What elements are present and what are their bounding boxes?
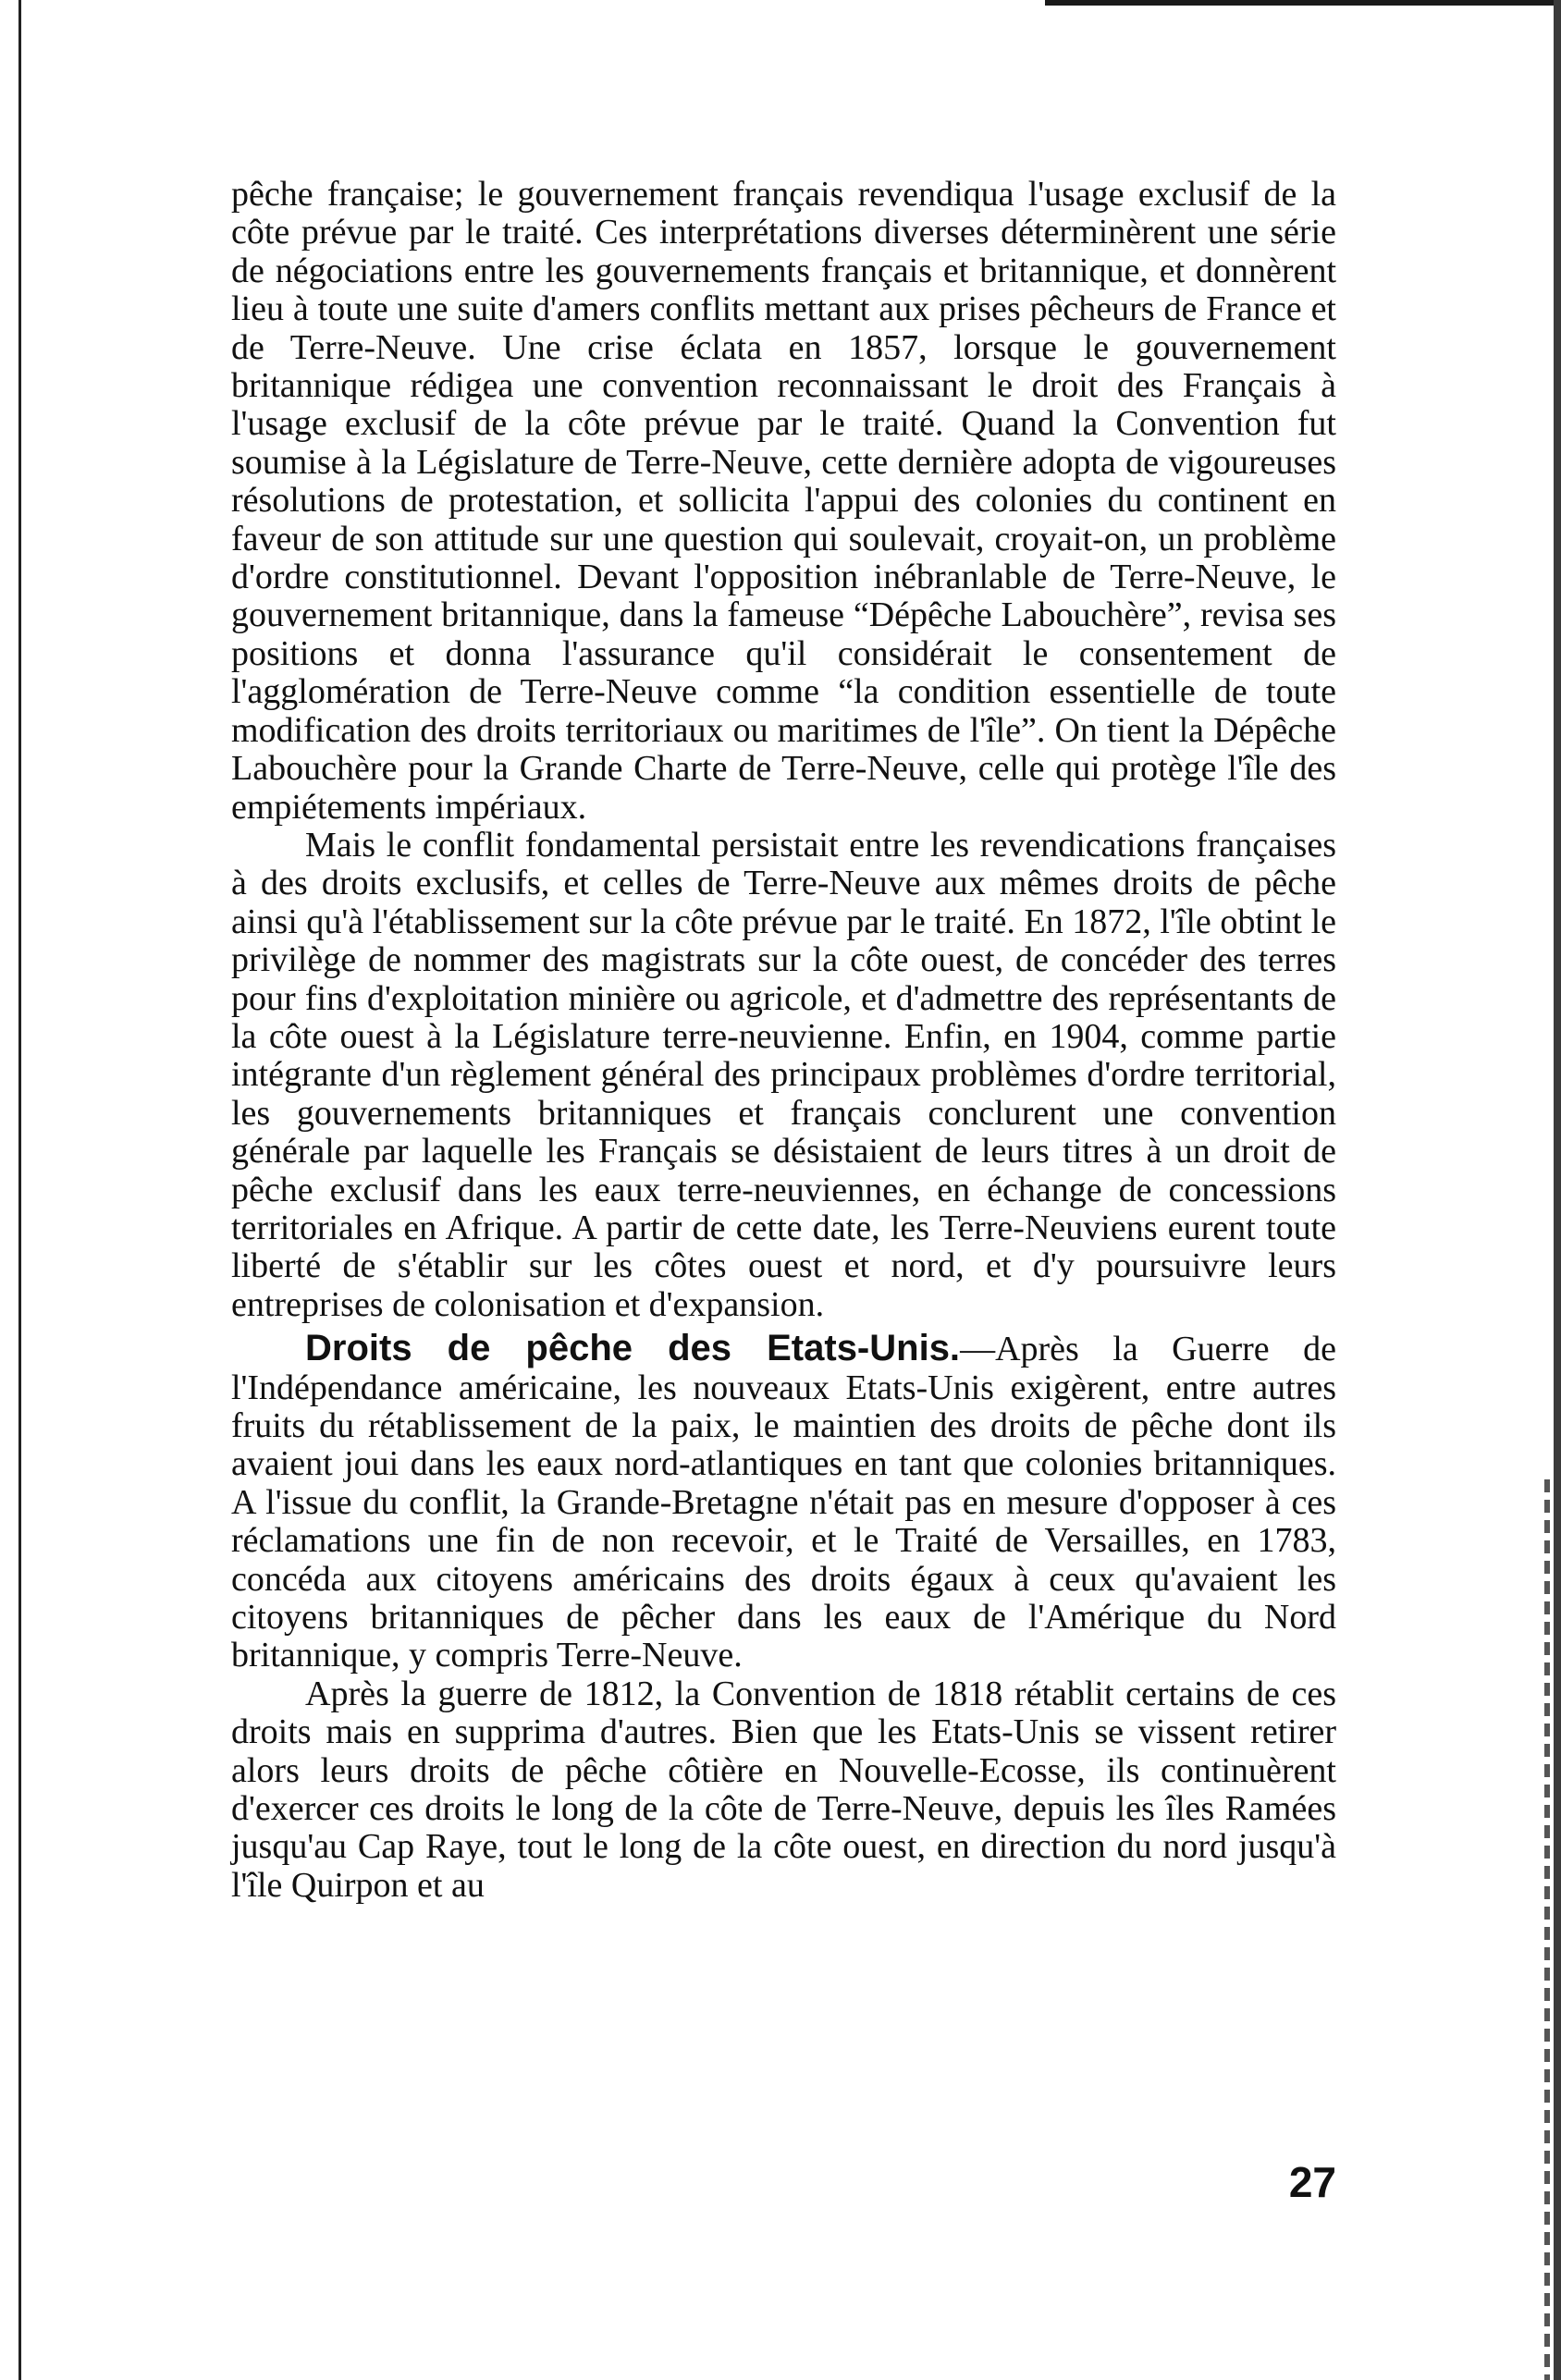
- paragraph-1: pêche française; le gouvernement français revendiqua l'usage exclusif de la côte prévue par le traité. Ces interprétations diverses déterminèrent une série de négociations entre les gouvernements français et britannique, et donnèrent lieu à toute une suite d'amers conflits mettant aux prises pêcheurs de France et de Terre-Neuve. Une crise éclata en 1857, lorsque le gouvernement britannique rédigea une convention reconnaissant le droit des Français à l'usage exclusif de la côte prévue par le traité. Quand la Convention fut soumise à la Législature de Terre-Neuve, cette dernière adopta de vigoureuses résolutions de protestation, et sollicita l'appui des colonies du continent en faveur de son attitude sur une question qui soulevait, croyait-on, un problème d'ordre constitutionnel. Devant l'opposition inébranlable de Terre-Neuve, le gouvernement britannique, dans la fameuse “Dépêche Labouchère”, revisa ses positions et donna l'assurance qu'il considérait le consentement de l'agglomération de Terre-Neuve comme “la condition essentielle de toute modification des droits territoriaux ou maritimes de l'île”. On tient la Dépêche Labouchère pour la Grande Charte de Terre-Neuve, celle qui protège l'île des empiétements impériaux.: [231, 175, 1336, 827]
- page-right-edge: [1554, 0, 1561, 2380]
- page-left-edge: [18, 0, 21, 2380]
- page-body: [231, 176, 1336, 1905]
- page-right-edge-binding: [1544, 1479, 1550, 2380]
- section-heading: Droits de pêche des Etats-Unis.: [305, 1328, 961, 1369]
- paragraph-4: Après la guerre de 1812, la Convention de 1818 rétablit certains de ces droits mais en supprima d'autres. Bien que les Etats-Unis se vissent retirer alors leurs droits de pêche côtière en Nouvelle-Ecosse, ils continuèrent d'exercer ces droits le long de la côte de Terre-Neuve, depuis les îles Ramées jusqu'au Cap Raye, tout le long de la côte ouest, en direction du nord jusqu'à l'île Quirpon et au: [231, 1674, 1336, 1905]
- paragraph-3: [231, 1330, 1336, 1675]
- page-top-edge: [1045, 0, 1561, 6]
- page-number: 27: [1288, 2158, 1336, 2206]
- paragraph-2: Mais le conflit fondamental persistait entre les revendications françaises à des droits exclusifs, et celles de Terre-Neuve aux mêmes droits de pêche ainsi qu'à l'établissement sur la côte prévue par le traité. En 1872, l'île obtint le privilège de nommer des magistrats sur la côte ouest, de concéder des terres pour fins d'exploitation minière ou agricole, et d'admettre des représentants de la côte ouest à la Législature terre-neuvienne. Enfin, en 1904, comme partie intégrante d'un règlement général des principaux problèmes d'ordre territorial, les gouvernements britanniques et français conclurent une convention générale par laquelle les Français se désistaient de leurs titres à un droit de pêche exclusif dans les eaux terre-neuviennes, en échange de concessions territoriales en Afrique. A partir de cette date, les Terre-Neuviens eurent toute liberté de s'établir sur les côtes ouest et nord, et d'y poursuivre leurs entreprises de colonisation et d'expansion.: [231, 825, 1336, 1324]
- paragraph-3-text: —Après la Guerre de l'Indépendance américaine, les nouveaux Etats-Unis exigèrent, entre autres fruits du rétablissement de la paix, le maintien des droits de pêche dont ils avaient joui dans les eaux nord-atlantiques en tant que colonies britanniques. A l'issue du conflit, la Grande-Bretagne n'était pas en mesure d'opposer à ces réclamations une fin de non recevoir, et le Traité de Versailles, en 1783, concéda aux citoyens américains des droits égaux à ceux qu'avaient les citoyens britanniques de pêcher dans les eaux de l'Amérique du Nord britannique, y compris Terre-Neuve.: [231, 1330, 1337, 1675]
